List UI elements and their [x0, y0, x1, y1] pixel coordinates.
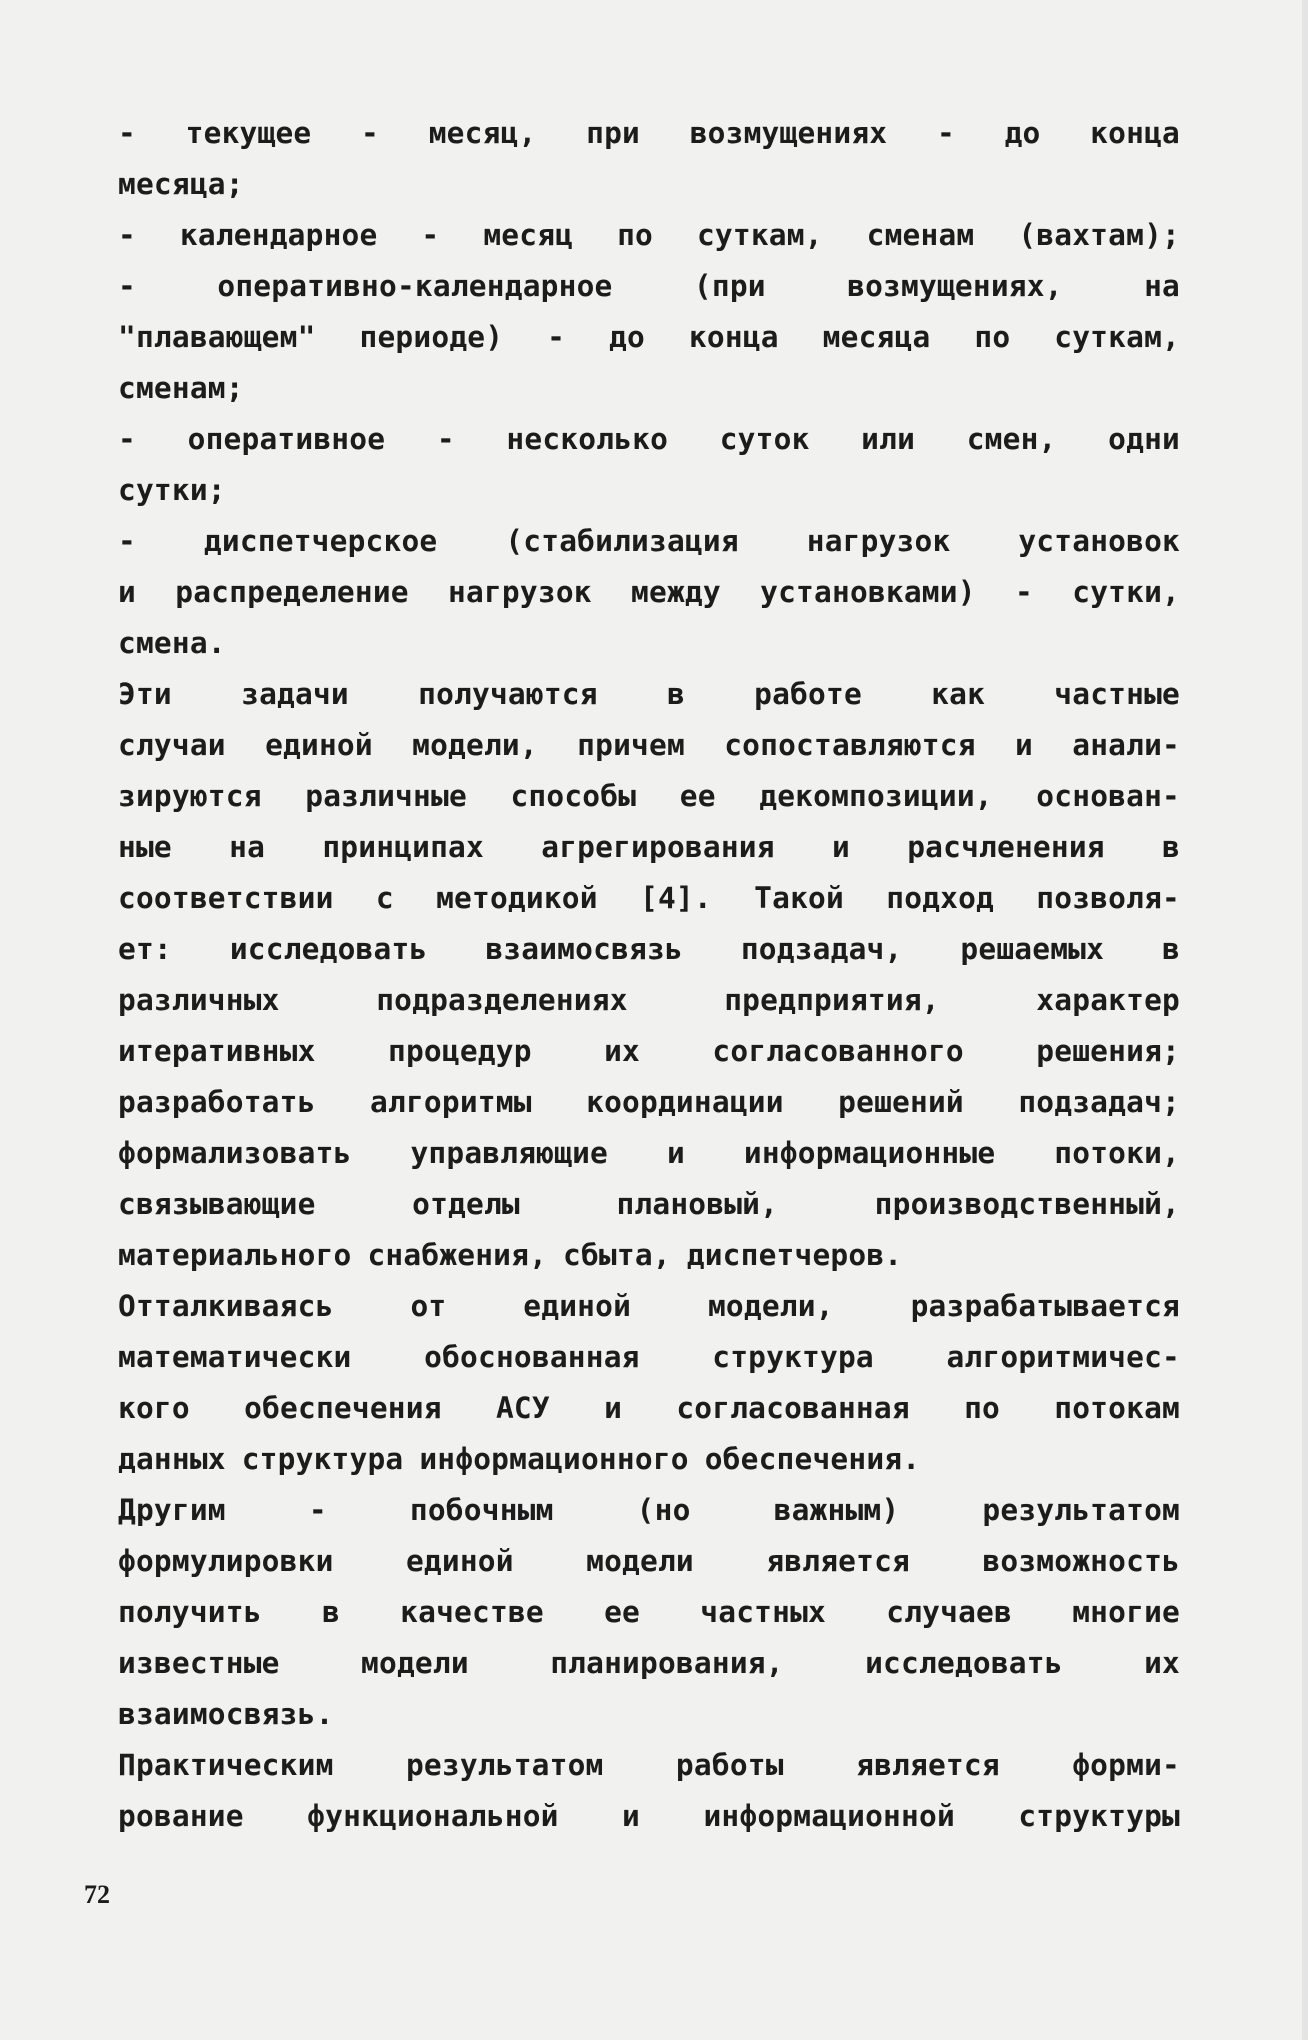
text-line: "плавающем" периоде) - до конца месяца по суткам, — [118, 320, 1180, 354]
text-line: Практическим результатом работы является форми- — [118, 1748, 1180, 1782]
text-line: формулировки единой модели является возможность — [118, 1544, 1180, 1578]
text-line: Другим - побочным (но важным) результатом — [118, 1493, 1180, 1527]
text-line: формализовать управляющие и информационные потоки, — [118, 1136, 1180, 1170]
text-line: рование функциональной и информационной структуры — [118, 1799, 1180, 1833]
text-line: сутки; — [118, 473, 226, 507]
text-line: - оперативное - несколько суток или смен, одни — [118, 422, 1180, 456]
text-line: Отталкиваясь от единой модели, разрабатывается — [118, 1289, 1180, 1323]
text-line: математически обоснованная структура алгоритмичес- — [118, 1340, 1180, 1374]
text-line: соответствии с методикой [4]. Такой подход позволя- — [118, 881, 1180, 915]
text-line: зируются различные способы ее декомпозиции, основан- — [118, 779, 1180, 813]
text-line: данных структура информационного обеспечения. — [118, 1442, 921, 1476]
text-line: - диспетчерское (стабилизация нагрузок установок — [118, 524, 1180, 558]
page-number: 72 — [84, 1880, 110, 1909]
text-line: - текущее - месяц, при возмущениях - до конца — [118, 116, 1180, 150]
scan-edge — [1302, 0, 1308, 2040]
text-line: месяца; — [118, 167, 244, 201]
text-line: - оперативно-календарное (при возмущениях, на — [118, 269, 1180, 303]
text-line: ет: исследовать взаимосвязь подзадач, решаемых в — [118, 932, 1180, 966]
text-line: связывающие отделы плановый, производственный, — [118, 1187, 1180, 1221]
body-text — [118, 108, 1180, 1842]
text-line: материального снабжения, сбыта, диспетчеров. — [118, 1238, 903, 1272]
text-line: случаи единой модели, причем сопоставляются и анали- — [118, 728, 1180, 762]
text-line: итеративных процедур их согласованного решения; — [118, 1034, 1180, 1068]
text-line: кого обеспечения АСУ и согласованная по потокам — [118, 1391, 1180, 1425]
text-line: смена. — [118, 626, 226, 660]
text-line: сменам; — [118, 371, 244, 405]
text-line: - календарное - месяц по суткам, сменам (вахтам); — [118, 218, 1180, 252]
text-line: ные на принципах агрегирования и расчленения в — [118, 830, 1180, 864]
text-line: взаимосвязь. — [118, 1697, 334, 1731]
text-line: и распределение нагрузок между установками) - сутки, — [118, 575, 1180, 609]
text-line: известные модели планирования, исследовать их — [118, 1646, 1180, 1680]
text-line: разработать алгоритмы координации решений подзадач; — [118, 1085, 1180, 1119]
text-line: Эти задачи получаются в работе как частные — [118, 677, 1180, 711]
text-line: получить в качестве ее частных случаев многие — [118, 1595, 1180, 1629]
text-line: различных подразделениях предприятия, характер — [118, 983, 1180, 1017]
